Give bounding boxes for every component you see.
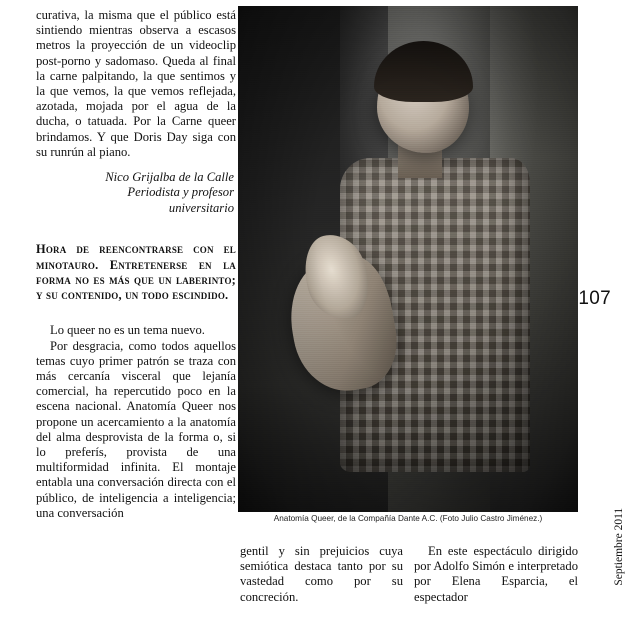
section-heading: Hora de reencontrarse con el minotauro. Entretenerse en la forma no es más que un laberinto; y su contenido, un todo escindido. [36, 242, 236, 303]
performer-photo [238, 6, 578, 512]
issue-date-side-label: Septiembre 2011 [613, 507, 625, 586]
left-body-block [36, 323, 236, 521]
page-number: 107 [578, 288, 611, 309]
photo-grain-layer [238, 6, 578, 512]
left-text-column [36, 8, 236, 521]
signature-name: Nico Grijalba de la Calle [105, 170, 234, 185]
photo-figure [238, 6, 578, 512]
body-paragraph-2: Por desgracia, como todos aquellos temas cuyo primer patrón se traza con más cercanía visceral que lejanía comercial, ha repercutido poco en la escena nacional. Anatomía Queer nos propone un acercamiento a la anatomía del alma desprovista de la forma o, si lo preferís, provista de una multiformidad infinita. El montaje entabla una conversación directa con el público, de inteligencia a inteligencia; una conversación [36, 338, 236, 520]
middle-text-column [240, 544, 403, 605]
photo-caption: Anatomía Queer, de la Compañía Dante A.C. (Foto Julio Castro Jiménez.) [273, 514, 543, 523]
paragraph-continuation: curativa, la misma que el público está sintiendo mientras observa a escasos metros la proyección de un videoclip post-porno y sadomaso. Queda al final la carne palpitando, la que sentimos y la que vemos, la que vemos reflejada, azotada, mojada por el agua de la ducha, o tatuada. Por la Carne queer brindamos. Y que Doris Day siga con su runrún al piano. [36, 8, 236, 159]
signature-role-line-2: universitario [168, 200, 234, 215]
right-text-column [414, 544, 578, 605]
body-paragraph-1: Lo queer no es un tema nuevo. [50, 323, 205, 338]
signature-role-line-1: Periodista y profesor [127, 185, 234, 200]
right-paragraph: En este espectáculo dirigido por Adolfo Simón e interpretado por Elena Esparcia, el espectador [414, 544, 578, 604]
article-signature [36, 170, 236, 216]
middle-paragraph: gentil y sin prejuicios cuya semiótica destaca tanto por su vastedad como por su concreción. [240, 544, 403, 604]
